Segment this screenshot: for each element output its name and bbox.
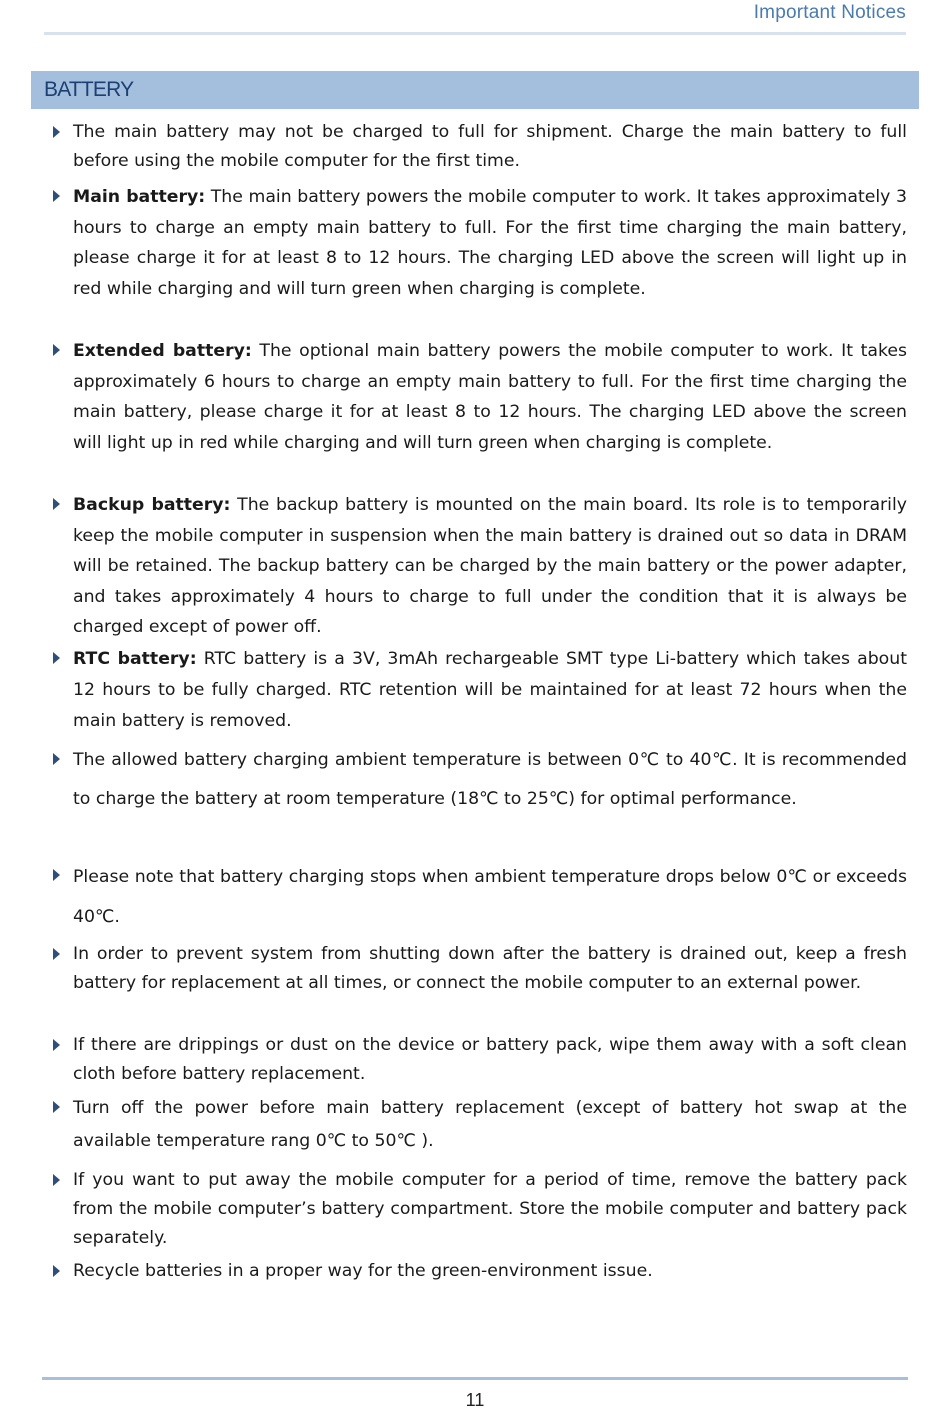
list-item	[73, 1092, 907, 1158]
item-text: The main battery powers the mobile computer to work. It takes approximately 3 hours to charge an empty main battery to full. For the first time charging the main battery, please charge it for at least 8 to 12 hours. The charging LED above the screen will light up in red while charging and will turn green when charging is complete.	[73, 187, 907, 299]
item-text: Please note that battery charging stops when ambient temperature drops below 0℃ or exceeds 40℃.	[73, 867, 907, 927]
bullet-arrow-icon	[53, 190, 60, 202]
list-item	[73, 118, 907, 176]
list-item	[73, 857, 907, 937]
bullet-arrow-icon	[53, 126, 60, 138]
item-text: The main battery may not be charged to full for shipment. Charge the main battery to full before using the mobile computer for the first time.	[73, 122, 907, 171]
list-item	[73, 940, 907, 998]
item-label: Extended battery:	[73, 341, 252, 361]
item-text: If you want to put away the mobile computer for a period of time, remove the battery pack from the mobile computer’s battery compartment. Store the mobile computer and battery pack separately.	[73, 1170, 907, 1248]
bullet-arrow-icon	[53, 869, 60, 881]
item-label: RTC battery:	[73, 649, 197, 669]
bullet-arrow-icon	[53, 948, 60, 960]
item-text: Turn off the power before main battery replacement (except of battery hot swap at the available temperature rang 0℃ to 50℃ ).	[73, 1098, 907, 1151]
bullet-arrow-icon	[53, 753, 60, 765]
item-label: Main battery:	[73, 187, 206, 207]
page-number: 11	[465, 1390, 485, 1410]
item-text: In order to prevent system from shutting down after the battery is drained out, keep a fresh battery for replacement at all times, or connect the mobile computer to an external power.	[73, 944, 907, 993]
bullet-arrow-icon	[53, 1265, 60, 1277]
running-header: Important Notices	[753, 2, 906, 23]
item-text: The allowed battery charging ambient temperature is between 0℃ to 40℃. It is recommended to charge the battery at room temperature (18℃ to 25℃) for optimal performance.	[73, 750, 907, 809]
header-divider	[44, 32, 906, 35]
section-heading-bar	[31, 71, 919, 109]
list-item	[73, 741, 907, 819]
list-item	[73, 1166, 907, 1253]
item-text: RTC battery is a 3V, 3mAh rechargeable SMT type Li-battery which takes about 12 hours to be fully charged. RTC retention will be maintained for at least 72 hours when the main battery is removed.	[73, 649, 907, 731]
list-item	[73, 182, 907, 304]
item-text: Recycle batteries in a proper way for the green-environment issue.	[73, 1261, 653, 1281]
item-text: The optional main battery powers the mobile computer to work. It takes approximately 6 hours to charge an empty main battery to full. For the first time charging the main battery, please charge it for at least 8 to 12 hours. The charging LED above the screen will light up in red while charging and will turn green when charging is complete.	[73, 341, 907, 453]
item-text: The backup battery is mounted on the main board. Its role is to temporarily keep the mobile computer in suspension when the main battery is drained out so data in DRAM will be retained. The backup battery can be charged by the main battery or the power adapter, and takes approximately 4 hours to charge to full under the condition that it is always be charged except of power off.	[73, 495, 907, 637]
section-title: BATTERY	[44, 78, 134, 101]
bullet-arrow-icon	[53, 344, 60, 356]
list-item	[73, 1257, 907, 1286]
list-item	[73, 1031, 907, 1089]
bullet-arrow-icon	[53, 1101, 60, 1113]
bullet-arrow-icon	[53, 498, 60, 510]
bullet-arrow-icon	[53, 652, 60, 664]
item-text: If there are drippings or dust on the device or battery pack, wipe them away with a soft clean cloth before battery replacement.	[73, 1035, 907, 1084]
footer-divider	[42, 1377, 908, 1380]
list-item	[73, 490, 907, 643]
list-item	[73, 336, 907, 458]
item-label: Backup battery:	[73, 495, 231, 515]
list-item	[73, 644, 907, 737]
bullet-arrow-icon	[53, 1174, 60, 1186]
bullet-arrow-icon	[53, 1039, 60, 1051]
